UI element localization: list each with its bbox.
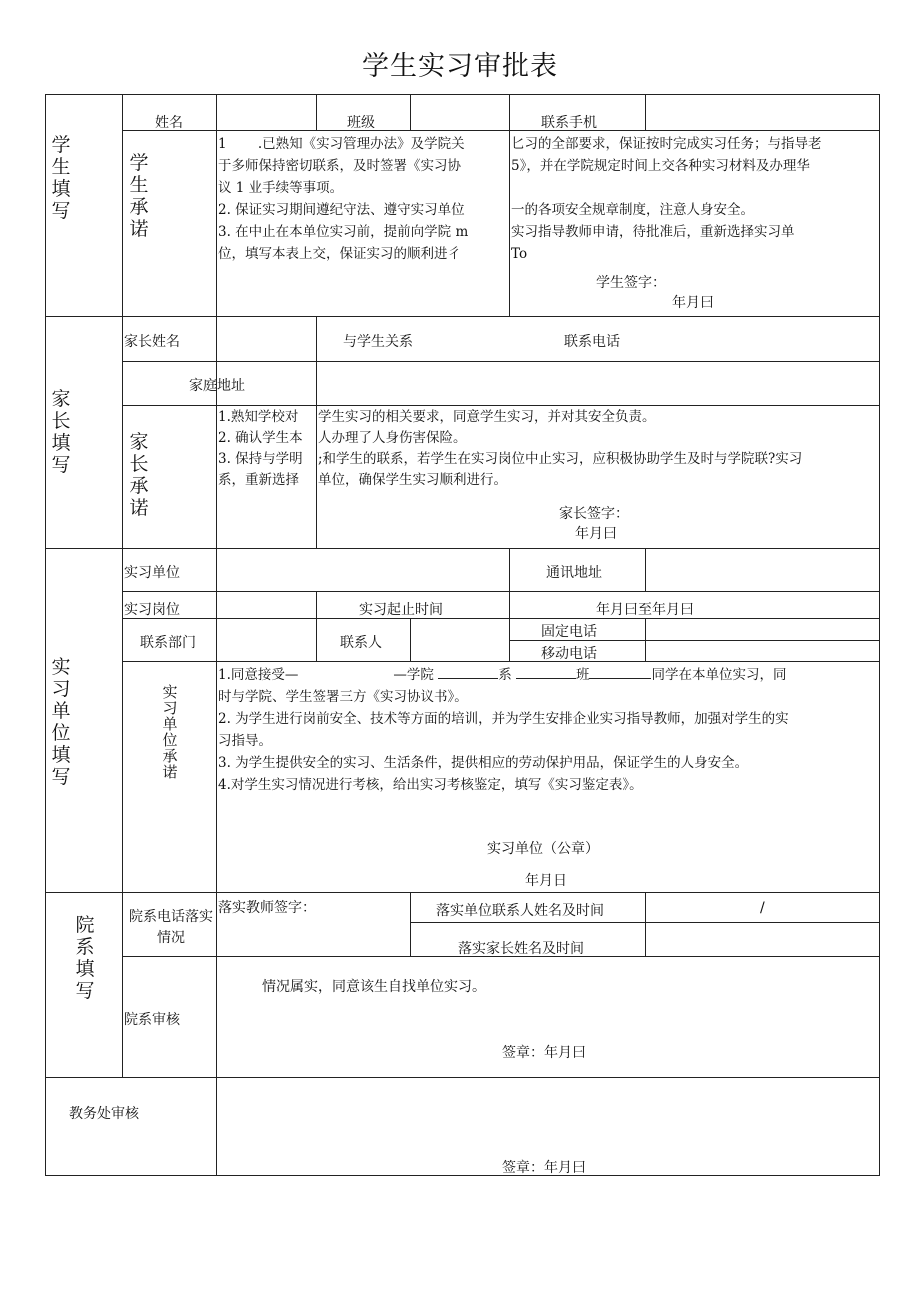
academic-seal-date: 签章：年月曰: [502, 1160, 586, 1176]
unit-mobile-label: 移动电话: [541, 646, 597, 662]
pledge-line: 人办理了人身伤害保险。: [318, 430, 467, 446]
student-name-field[interactable]: [218, 96, 314, 129]
pledge-line: 一的各项安全规章制度，注意人身安全。: [511, 202, 754, 218]
pledge-line: 4.对学生实习情况进行考核，给出实习考核鉴定，填写《实习鉴定表》。: [218, 777, 643, 793]
unit-post-label: 实习岗位: [124, 602, 180, 618]
pledge-segment: 1.同意接受—: [218, 667, 299, 683]
pledge-segment: 同学在本单位实习，同: [651, 667, 787, 683]
unit-address-field[interactable]: [647, 550, 877, 590]
parent-signature-label: 家长签字：: [559, 506, 629, 522]
parent-section-label: 家长填写: [51, 388, 71, 476]
student-signature-label: 学生签字：: [596, 275, 666, 291]
unit-address-label: 通讯地址: [546, 565, 602, 581]
dept-blank[interactable]: [516, 665, 576, 679]
pledge-line: 5》，并在学院规定时间上交各种实习材料及办理华: [511, 158, 810, 174]
parent-phone-label: 联系电话: [564, 334, 620, 350]
student-name-label: 姓名: [155, 115, 183, 131]
unit-seal-label: 实习单位（公章）: [487, 841, 599, 857]
unit-contact-label: 联系人: [340, 635, 382, 651]
parent-name-field[interactable]: [218, 318, 314, 360]
unit-seal-date: 年月日: [525, 873, 567, 889]
pledge-line: 3. 为学生提供安全的实习、生活条件，提供相应的劳动保护用品，保证学生的人身安全。: [218, 755, 749, 771]
parent-name-label: 家长姓名: [124, 334, 180, 350]
unit-pledge-label: 实习单位承诺: [162, 683, 178, 781]
unit-period-value: 年月曰至年月曰: [596, 602, 694, 618]
pledge-line: 单位，确保学生实习顺利进行。: [318, 472, 507, 488]
unit-section-label: 实习单位填写: [51, 656, 71, 788]
student-class-field[interactable]: [412, 96, 507, 129]
pledge-line: 议 1 业手续等事项。: [218, 180, 344, 196]
pledge-segment: 班: [575, 667, 590, 683]
parent-pledge-right: [318, 407, 878, 491]
unit-fixed-phone-label: 固定电话: [541, 624, 597, 640]
dept-review-label: 院系审核: [124, 1012, 180, 1028]
dept-section-label: 院系填写: [75, 914, 95, 1002]
pledge-line: 时与学院、学生签署三方《实习协议书》。: [218, 689, 468, 705]
teacher-signature-label: 落实教师签字：: [218, 900, 316, 916]
unit-pledge-text: [218, 664, 878, 796]
unit-name-label: 实习单位: [124, 565, 180, 581]
parent-pledge-label: 家长承诺: [129, 431, 149, 519]
student-pledge-left: [218, 133, 508, 265]
pledge-line: 实习指导教师申请，待批准后，重新选择实习单: [511, 224, 795, 240]
parent-address-label: 家庭地址: [189, 378, 245, 394]
student-phone-label: 联系手机: [541, 115, 597, 131]
pledge-line: To: [511, 246, 528, 262]
pledge-line: 位，填写本表上交，保证实习的顺利进彳: [218, 246, 461, 262]
student-sign-date: 年月曰: [672, 295, 714, 311]
pledge-line: [511, 177, 878, 199]
parent-pledge-left: [218, 407, 315, 491]
student-class-label: 班级: [347, 115, 375, 131]
pledge-line: 习指导。: [218, 733, 272, 749]
pledge-line: 匕习的全部要求，保证按时完成实习任务；与指导老: [511, 136, 822, 152]
pledge-line: 于多师保持密切联系，及时签署《实习协: [218, 158, 461, 174]
parent-check-label: 落实家长姓名及时间: [458, 941, 584, 957]
dept-seal-date: 签章：年月曰: [502, 1045, 586, 1061]
dept-review-text: 情况属实，同意该生自找单位实习。: [262, 979, 486, 995]
unit-dept-label: 联系部门: [140, 635, 196, 651]
pledge-line: 学生实习的相关要求，同意学生实习，并对其安全负责。: [318, 409, 656, 425]
pledge-line: 3. 保持与学明: [218, 451, 303, 467]
unit-contact-check-label: 落实单位联系人姓名及时间: [436, 903, 604, 919]
pledge-segment: 系: [498, 667, 512, 683]
unit-name-field[interactable]: [218, 550, 508, 590]
unit-period-label: 实习起止时间: [359, 602, 443, 618]
pledge-line: 1 .已熟知《实习管理办法》及学院关: [218, 136, 465, 152]
pledge-line-1: [218, 664, 878, 686]
parent-relation-label: 与学生关系: [343, 334, 413, 350]
student-pledge-right: [511, 133, 878, 265]
parent-sign-date: 年月曰: [575, 526, 617, 542]
academic-review-label: 教务处审核: [69, 1106, 139, 1122]
pledge-line: ;和学生的联系，若学生在实习岗位中止实习，应积极协助学生及时与学院联?实习: [318, 451, 803, 467]
page-title: 学生实习审批表: [362, 51, 558, 82]
pledge-line: 2. 确认学生本: [218, 430, 303, 446]
pledge-line: 1.熟知学校对: [218, 409, 299, 425]
class-blank[interactable]: [589, 665, 651, 679]
student-section-label: 学生填写: [51, 134, 71, 222]
unit-contact-check-value: /: [760, 900, 765, 916]
pledge-line: 系，重新选择: [218, 472, 299, 488]
parent-check-field[interactable]: [647, 924, 877, 955]
pledge-line: 2. 为学生进行岗前安全、技术等方面的培训，并为学生安排企业实习指导教师，加强对学生的实: [218, 711, 789, 727]
pledge-line: 3. 在中止在本单位实习前，提前向学院 m: [218, 224, 469, 240]
dept-phone-check-label: 院系电话落实情况: [129, 909, 213, 946]
student-pledge-label: 学生承诺: [129, 152, 149, 240]
pledge-segment: —学院: [393, 667, 434, 683]
student-phone-field[interactable]: [647, 96, 877, 129]
parent-address-field[interactable]: [318, 363, 878, 404]
college-blank[interactable]: [438, 665, 498, 679]
pledge-line: 2. 保证实习期间遵纪守法、遵守实习单位: [218, 202, 465, 218]
